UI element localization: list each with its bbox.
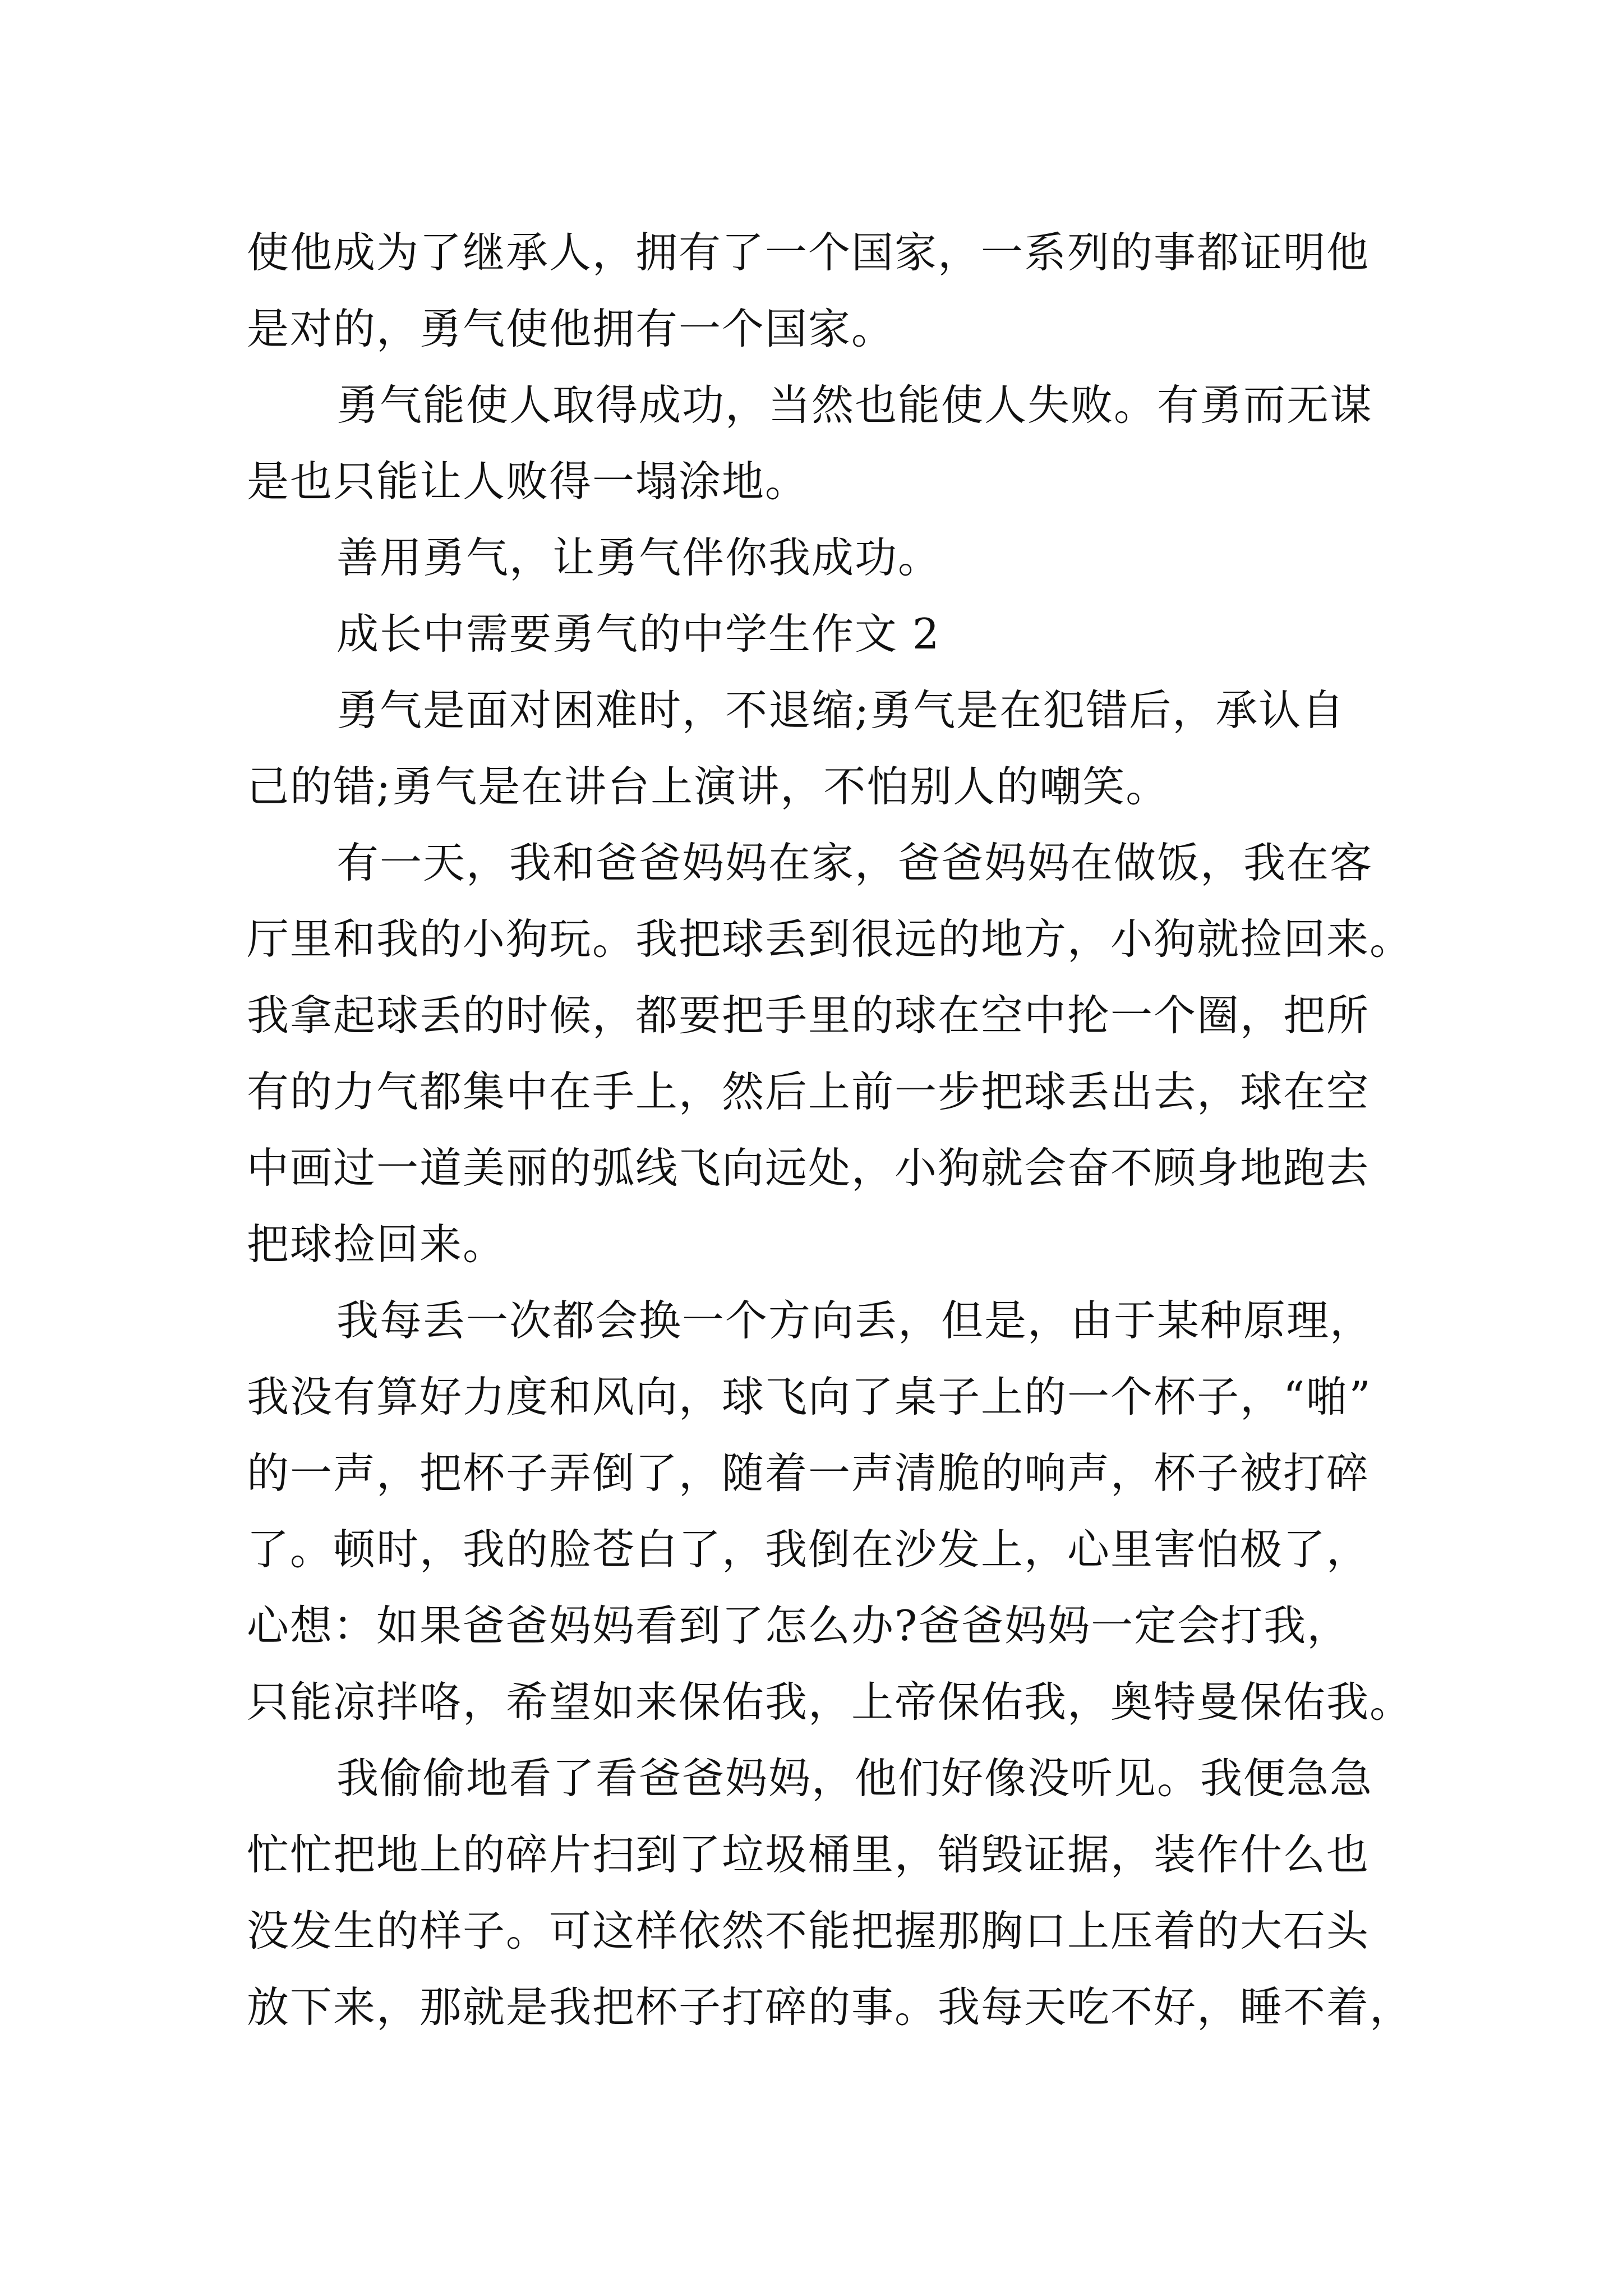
- text-line: 勇气能使人取得成功，当然也能使人失败。有勇而无谋: [336, 380, 1373, 430]
- text-line: 心想：如果爸爸妈妈看到了怎么办?爸爸妈妈一定会打我，: [247, 1601, 1350, 1650]
- section-heading: [247, 596, 1391, 672]
- text-line: 我没有算好力度和风向，球飞向了桌子上的一个杯子，“啪”: [247, 1372, 1372, 1421]
- text-line: 己的错;勇气是在讲台上演讲，不怕别人的嘲笑。: [247, 762, 1169, 811]
- paragraph-1: [247, 214, 1391, 367]
- text-line: 使他成为了继承人，拥有了一个国家，一系列的事都证明他: [247, 228, 1370, 277]
- text-line: 厅里和我的小狗玩。我把球丢到很远的地方，小狗就捡回来。: [247, 914, 1413, 964]
- paragraph-8: [247, 1740, 1413, 2045]
- text-line: 忙忙把地上的碎片扫到了垃圾桶里，销毁证据，装作什么也: [247, 1830, 1370, 1879]
- paragraph-6: [247, 825, 1413, 1282]
- text-line: 有一天，我和爸爸妈妈在家，爸爸妈妈在做饭，我在客: [336, 838, 1373, 887]
- text-line: 放下来，那就是我把杯子打碎的事。我每天吃不好，睡不着，: [247, 1982, 1413, 2032]
- document-body: [247, 214, 1413, 2045]
- text-line: 我偷偷地看了看爸爸妈妈，他们好像没听见。我便急急: [336, 1754, 1373, 1803]
- paragraph-2: [247, 367, 1391, 519]
- text-line: 没发生的样子。可这样依然不能把握那胸口上压着的大石头: [247, 1906, 1370, 1955]
- text-line: 只能凉拌咯，希望如来保佑我，上帝保佑我，奥特曼保佑我。: [247, 1677, 1413, 1727]
- text-line: 了。顿时，我的脸苍白了，我倒在沙发上，心里害怕极了，: [247, 1525, 1370, 1574]
- text-line: 有的力气都集中在手上，然后上前一步把球丢出去，球在空: [247, 1067, 1370, 1116]
- text-line: 我每丢一次都会换一个方向丢，但是，由于某种原理，: [336, 1296, 1373, 1345]
- text-line: 勇气是面对困难时，不退缩;勇气是在犯错后，承认自: [336, 685, 1345, 735]
- text-line: 是也只能让人败得一塌涂地。: [247, 457, 809, 506]
- text-line: 我拿起球丢的时候，都要把手里的球在空中抡一个圈，把所: [247, 991, 1370, 1040]
- paragraph-5: [247, 672, 1391, 825]
- text-line: 把球捡回来。: [247, 1220, 506, 1269]
- heading-text: 成长中需要勇气的中学生作文 2: [336, 609, 940, 659]
- text-line: 是对的，勇气使他拥有一个国家。: [247, 304, 895, 353]
- paragraph-7: [247, 1282, 1413, 1740]
- paragraph-3: [247, 519, 1391, 596]
- text-line: 中画过一道美丽的弧线飞向远处，小狗就会奋不顾身地跑去: [247, 1143, 1370, 1193]
- text-line: 的一声，把杯子弄倒了，随着一声清脆的响声，杯子被打碎: [247, 1448, 1370, 1498]
- text-line: 善用勇气，让勇气伴你我成功。: [336, 533, 942, 582]
